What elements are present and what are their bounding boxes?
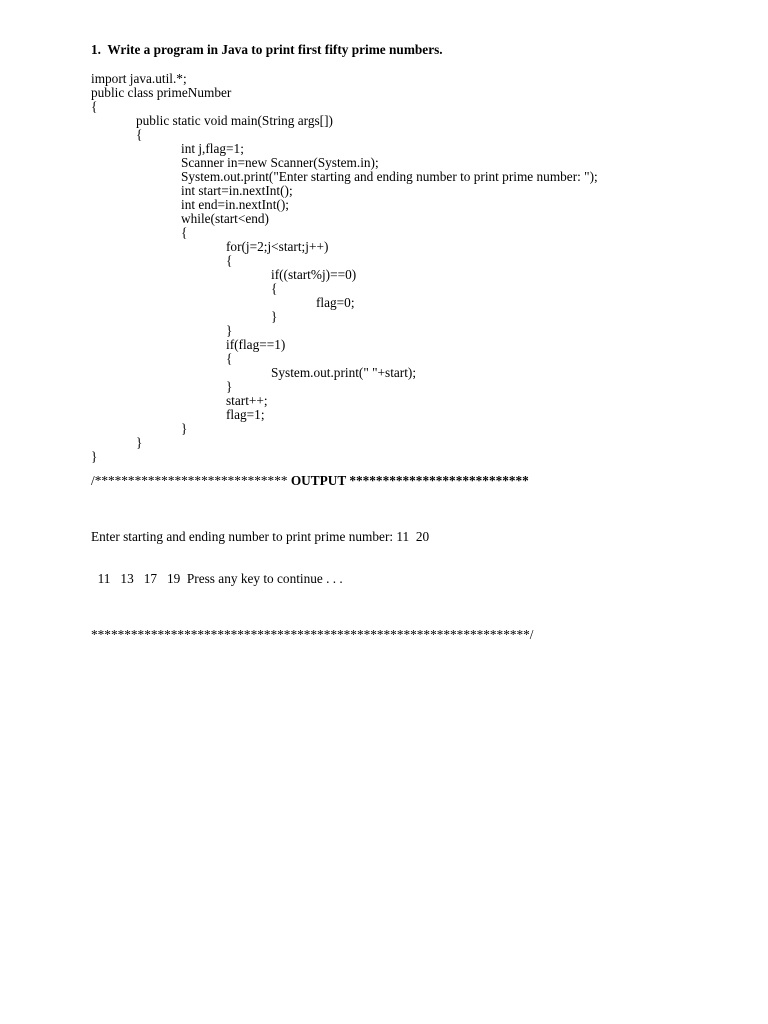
code-line: while(start<end) bbox=[181, 211, 269, 226]
output-banner-left: /***************************** bbox=[91, 473, 291, 488]
question-heading: 1. Write a program in Java to print first fifty prime numbers. bbox=[91, 42, 443, 57]
code-line: int start=in.nextInt(); bbox=[181, 183, 293, 198]
end-comment-banner: ******************************************************************/ bbox=[91, 627, 534, 642]
code-line: { bbox=[181, 225, 188, 240]
code-line: public static void main(String args[]) bbox=[136, 113, 333, 128]
code-line: { bbox=[271, 281, 278, 296]
code-line: { bbox=[91, 99, 98, 114]
code-line: flag=0; bbox=[316, 295, 355, 310]
code-line: } bbox=[226, 323, 233, 338]
code-line: } bbox=[226, 379, 233, 394]
code-line: } bbox=[136, 435, 143, 450]
code-line: } bbox=[181, 421, 188, 436]
code-line: { bbox=[226, 351, 233, 366]
code-line: flag=1; bbox=[226, 407, 265, 422]
output-banner-right: *************************** bbox=[346, 473, 529, 488]
code-line: if(flag==1) bbox=[226, 337, 286, 352]
code-line: System.out.print("Enter starting and ending number to print prime number: "); bbox=[181, 169, 598, 184]
output-line-result: 11 13 17 19 Press any key to continue . . . bbox=[91, 571, 343, 586]
code-line: System.out.print(" "+start); bbox=[271, 365, 417, 380]
code-line: int j,flag=1; bbox=[181, 141, 244, 156]
code-line: int end=in.nextInt(); bbox=[181, 197, 289, 212]
document-page bbox=[91, 42, 711, 642]
code-line: import java.util.*; bbox=[91, 71, 187, 86]
code-line: public class primeNumber bbox=[91, 85, 232, 100]
code-line: { bbox=[136, 127, 143, 142]
output-line-prompt: Enter starting and ending number to print prime number: 11 20 bbox=[91, 529, 430, 544]
code-line: Scanner in=new Scanner(System.in); bbox=[181, 155, 379, 170]
code-line: } bbox=[271, 309, 278, 324]
code-block bbox=[91, 72, 711, 464]
code-line: for(j=2;j<start;j++) bbox=[226, 239, 329, 254]
output-banner bbox=[91, 474, 711, 488]
code-line: } bbox=[91, 449, 98, 464]
output-banner-label: OUTPUT bbox=[290, 473, 346, 488]
code-line: start++; bbox=[226, 393, 268, 408]
program-output bbox=[91, 502, 711, 614]
code-line: if((start%j)==0) bbox=[271, 267, 357, 282]
code-line: { bbox=[226, 253, 233, 268]
